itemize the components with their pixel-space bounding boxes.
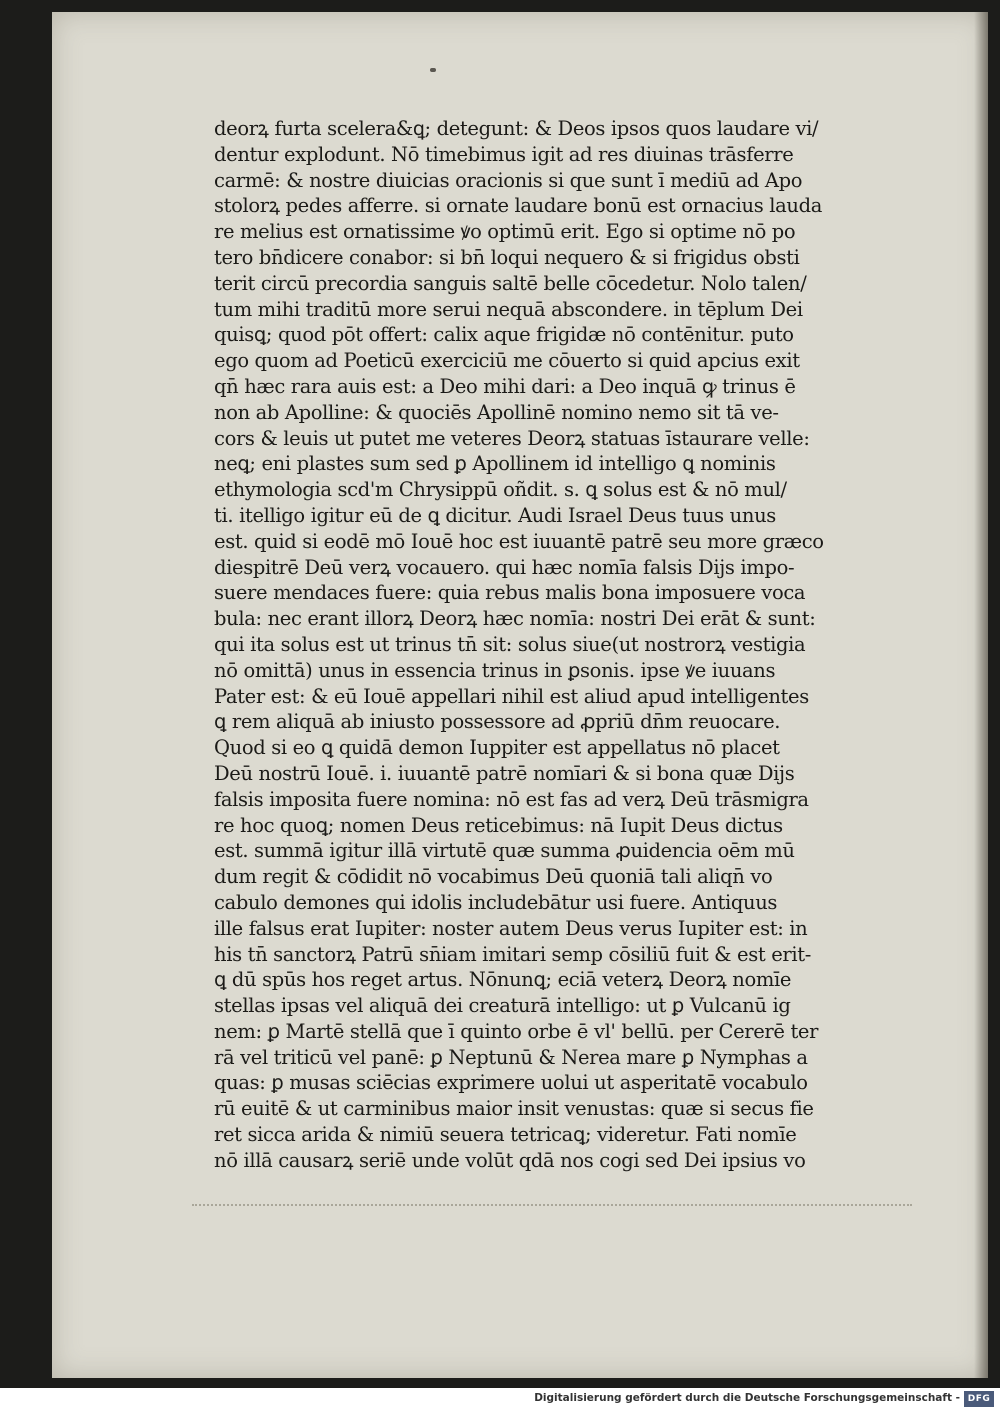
text-line: re hoc quoꝗ; nomen Deus reticebimus: nā Iupit Deus dictus xyxy=(214,813,783,837)
text-line: cors & leuis ut putet me veteres Deorꝝ statuas īstaurare velle: xyxy=(214,426,810,450)
text-line: rū euitē & ut carminibus maior insit venustas: quæ si secus fie xyxy=(214,1097,814,1121)
text-line: qui ita solus est ut trinus tn̄ sit: solus siue(ut nostrorꝝ vestigia xyxy=(214,632,806,656)
text-line: neꝗ; eni plastes sum sed ꝑ Apollinem id intelligo ꝗ nominis xyxy=(214,452,776,476)
text-line: ꝗ rem aliquā ab iniusto possessore ad ꝓpriū dn̄m reuocare. xyxy=(214,710,781,734)
text-line: diespitrē Deū verꝝ vocauero. qui hæc nomīa falsis Dijs impo- xyxy=(214,555,795,579)
text-line: nem: ꝑ Martē stellā que ī quinto orbe ē vl' bellū. per Cererē ter xyxy=(214,1019,819,1043)
text-line: nō illā causarꝝ seriē unde volūt qdā nos cogi sed Dei ipsius vo xyxy=(214,1148,806,1172)
text-line: est. quid si eodē mō Iouē hoc est iuuantē patrē seu more græco xyxy=(214,529,824,553)
text-line: terit circū precordia sanguis saltē belle cōcedetur. Nolo talen/ xyxy=(214,271,807,295)
footer-bar xyxy=(0,1388,1000,1412)
text-line: suere mendaces fuere: quia rebus malis bona imposuere voca xyxy=(214,581,806,605)
text-line: cabulo demones qui idolis includebātur usi fuere. Antiquus xyxy=(214,890,778,914)
text-line: re melius est ornatissime ꝟo optimū erit. Ego si optime nō po xyxy=(214,220,796,244)
text-line: ille falsus erat Iupiter: noster autem Deus verus Iupiter est: in xyxy=(214,916,808,940)
text-line: tero bn̄dicere conabor: si bn̄ loqui nequero & si frigidus obsti xyxy=(214,245,800,269)
text-line: stolorꝝ pedes afferre. si ornate laudare bonū est ornacius lauda xyxy=(214,194,823,218)
text-line: ti. itelligo igitur eū de ꝗ dicitur. Audi Israel Deus tuus unus xyxy=(214,503,776,527)
text-line: bula: nec erant illorꝝ Deorꝝ hæc nomīa: nostri Dei erāt & sunt: xyxy=(214,607,816,631)
book-page xyxy=(52,12,988,1378)
text-line: carmē: & nostre diuicias oracionis si que sunt ī mediū ad Apo xyxy=(214,168,803,192)
page-bottom-rule xyxy=(192,1204,912,1206)
funding-credit: Digitalisierung gefördert durch die Deutsche Forschungsgemeinschaft - xyxy=(534,1392,960,1404)
text-line: ego quom ad Poeticū exerciciū me cōuerto si quid apcius exit xyxy=(214,349,800,373)
text-line: non ab Apolline: & quociēs Apollinē nomino nemo sit tā ve- xyxy=(214,400,779,424)
dfg-logo: DFG xyxy=(964,1391,994,1407)
text-line: tum mihi traditū more serui nequā abscondere. in tēplum Dei xyxy=(214,297,803,321)
text-line: ethymologia scd'm Chrysippū oñdit. s. ꝗ solus est & nō mul/ xyxy=(214,478,787,502)
text-line: rā vel triticū vel panē: ꝑ Neptunū & Nerea mare ꝑ Nymphas a xyxy=(214,1045,808,1069)
text-line: stellas ipsas vel aliquā dei creaturā intelligo: ut ꝑ Vulcanū ig xyxy=(214,994,791,1018)
text-line: Deū nostrū Iouē. i. iuuantē patrē nomīari & si bona quæ Dijs xyxy=(214,761,795,785)
text-line: Quod si eo ꝗ quidā demon Iuppiter est appellatus nō placet xyxy=(214,736,780,760)
ink-mark xyxy=(430,68,436,72)
text-line: deorꝝ furta scelera&ꝗ; detegunt: & Deos ipsos quos laudare vi/ xyxy=(214,117,819,140)
text-line: falsis imposita fuere nomina: nō est fas ad verꝝ Deū trāsmigra xyxy=(214,787,809,811)
text-line: dentur explodunt. Nō timebimus igit ad res diuinas trāsferre xyxy=(214,142,794,166)
text-line: ꝗ dū spūs hos reget artus. Nōnunꝗ; eciā veterꝝ Deorꝝ nomīe xyxy=(214,968,792,992)
text-line: est. summā igitur illā virtutē quæ summa ꝓuidencia oēm mū xyxy=(214,839,795,863)
text-line: his tn̄ sanctorꝝ Patrū sn̄iam imitari semp cōsiliū fuit & est erit- xyxy=(214,942,811,966)
text-line: nō omittā) unus in essencia trinus in ꝑsonis. ipse ꝟe iuuans xyxy=(214,658,776,682)
text-line: Pater est: & eū Iouē appellari nihil est aliud apud intelligentes xyxy=(214,684,809,708)
text-line: quisꝗ; quod pōt offert: calix aque frigidæ nō contēnitur. puto xyxy=(214,323,794,347)
text-line: qn̄ hæc rara auis est: a Deo mihi dari: a Deo inquā ꝙ trinus ē xyxy=(214,374,796,398)
text-block xyxy=(214,116,846,1174)
text-line: quas: ꝑ musas sciēcias exprimere uolui ut asperitatē vocabulo xyxy=(214,1071,808,1095)
text-line: ret sicca arida & nimiū seuera tetricaꝗ; videretur. Fati nomīe xyxy=(214,1123,797,1147)
text-line: dum regit & cōdidit nō vocabimus Deū quoniā tali aliqn̄ vo xyxy=(214,865,773,889)
